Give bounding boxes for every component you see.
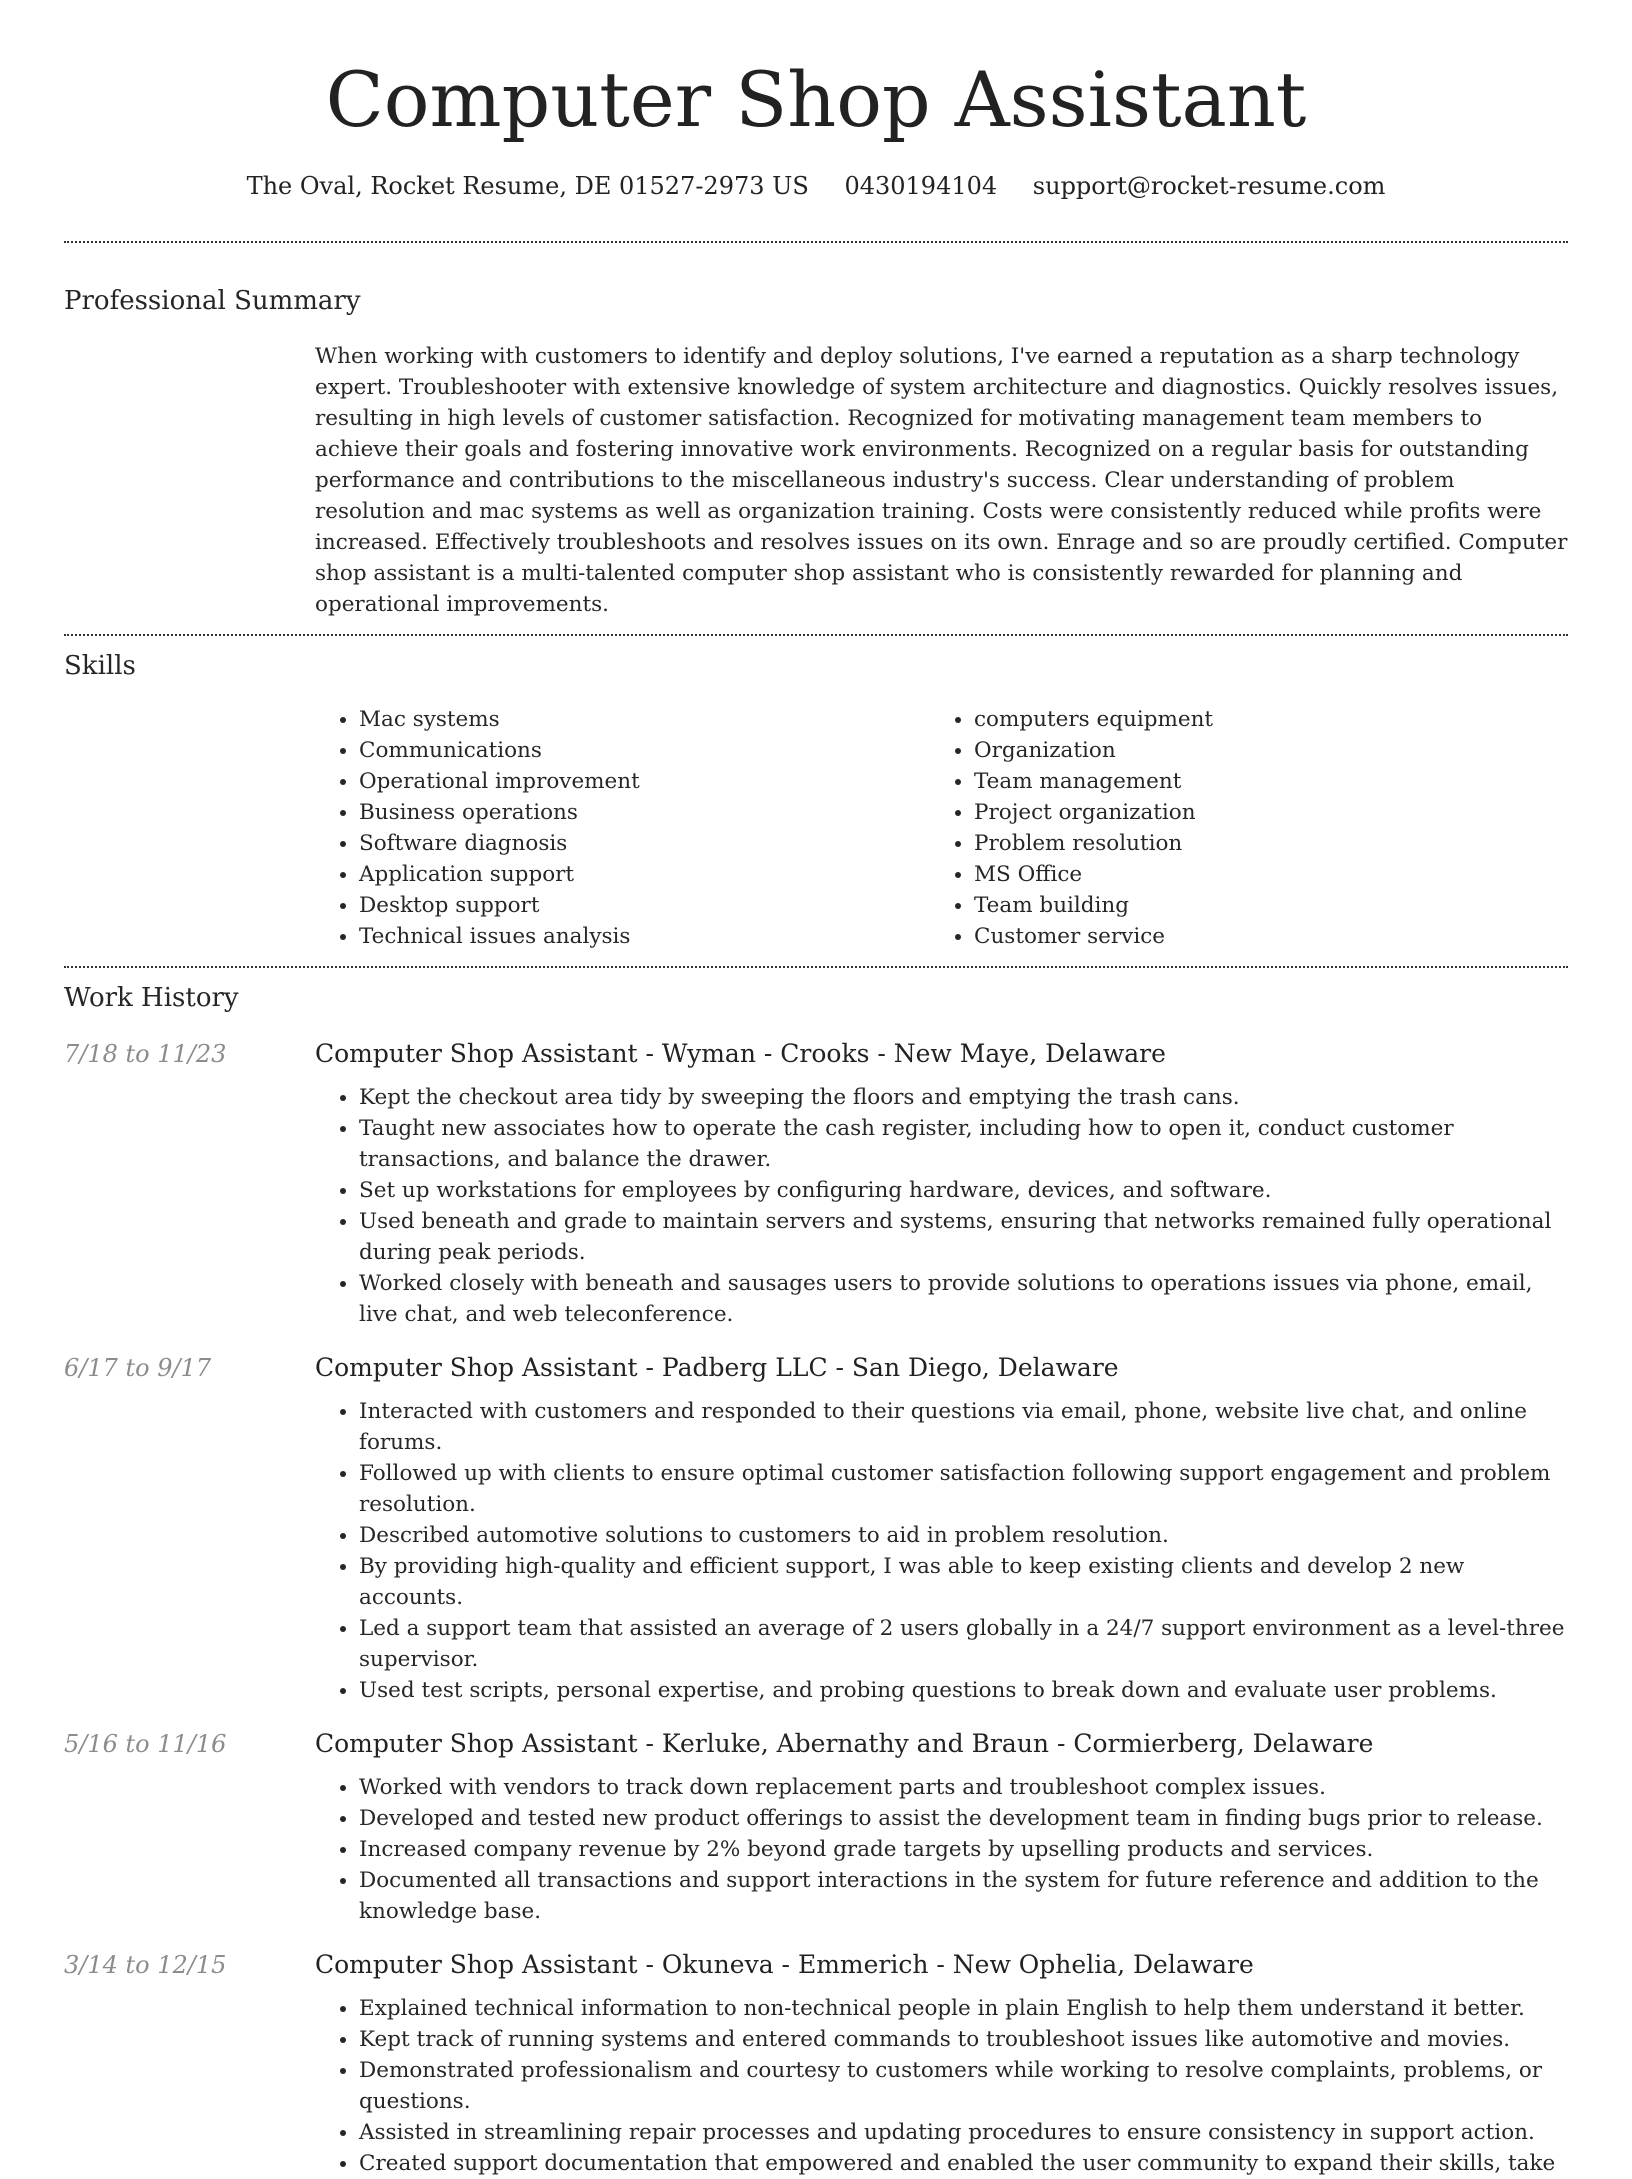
skills-grid	[315, 704, 1568, 966]
skill-item: • MS Office	[974, 859, 1545, 890]
skills-column-left	[315, 704, 930, 952]
summary-title: Professional Summary	[64, 286, 361, 316]
job-duties	[315, 1396, 1568, 1706]
skill-item: • Business operations	[359, 797, 930, 828]
job-duties	[315, 1082, 1568, 1330]
job-heading: Computer Shop Assistant - Padberg LLC - San Diego, Delaware	[315, 1353, 1119, 1382]
duty-item: • Used beneath and grade to maintain servers and systems, ensuring that networks remained fully operational during peak periods.	[359, 1206, 1568, 1268]
duty-item: • Demonstrated professionalism and courtesy to customers while working to resolve complaints, problems, or questions.	[359, 2055, 1568, 2117]
job-heading: Computer Shop Assistant - Wyman - Crooks - New Maye, Delaware	[315, 1039, 1166, 1068]
duty-item: • Worked with vendors to track down replacement parts and troubleshoot complex issues.	[359, 1772, 1568, 1803]
work-history-title: Work History	[64, 983, 239, 1013]
contact-line	[64, 168, 1568, 204]
summary-text: When working with customers to identify and deploy solutions, I've earned a reputation as a sharp technology expert. Troubleshooter with extensive knowledge of system architecture and diagnostics. Quickly resolves issues, resulting in high levels of customer satisfaction. Recognized for motivating management team members to achieve their goals and fostering innovative work environments. Recognized on a regular basis for outstanding performance and contributions to the miscellaneous industry's success. Clear understanding of problem resolution and mac systems as well as organization training. Costs were consistently reduced while profits were increased. Effectively troubleshoots and resolves issues on its own. Enrage and so are proudly certified. Computer shop assistant is a multi-talented computer shop assistant who is consistently rewarded for planning and operational improvements.	[315, 344, 1568, 617]
job-entry	[64, 1947, 1568, 2179]
job-body	[315, 1947, 1568, 2179]
job-duties	[315, 1772, 1568, 1927]
skill-item: • Application support	[359, 859, 930, 890]
job-entry	[64, 1036, 1568, 1330]
skills-column-right	[930, 704, 1545, 952]
skill-item: • Operational improvement	[359, 766, 930, 797]
skill-item: • Software diagnosis	[359, 828, 930, 859]
duty-item: • Assisted in streamlining repair processes and updating procedures to ensure consistency in support action.	[359, 2117, 1568, 2148]
job-dates: 3/14 to 12/15	[64, 1951, 227, 1979]
job-body	[315, 1036, 1568, 1330]
resume-header	[64, 0, 1568, 204]
candidate-name: Computer Shop Assistant	[325, 55, 1307, 144]
job-dates: 7/18 to 11/23	[64, 1040, 227, 1068]
duty-item: • Increased company revenue by 2% beyond grade targets by upselling products and services.	[359, 1834, 1568, 1865]
contact-address: The Oval, Rocket Resume, DE 01527-2973 US	[246, 172, 809, 200]
duty-item: • Developed and tested new product offerings to assist the development team in finding bugs prior to release.	[359, 1803, 1568, 1834]
job-body	[315, 1350, 1568, 1706]
skill-item: • Organization	[974, 735, 1545, 766]
duty-item: • Explained technical information to non-technical people in plain English to help them understand it better.	[359, 1993, 1568, 2024]
skill-item: • Customer service	[974, 921, 1545, 952]
contact-email: support@rocket-resume.com	[1032, 172, 1386, 200]
duty-item: • Worked closely with beneath and sausages users to provide solutions to operations issues via phone, email, live chat, and web teleconference.	[359, 1268, 1568, 1330]
skill-item: • Project organization	[974, 797, 1545, 828]
duty-item: • Interacted with customers and responded to their questions via email, phone, website live chat, and online forums.	[359, 1396, 1568, 1458]
duty-item: • Set up workstations for employees by configuring hardware, devices, and software.	[359, 1175, 1568, 1206]
work-history-section	[64, 968, 1568, 2179]
job-duties	[315, 1993, 1568, 2179]
duty-item: • Kept track of running systems and entered commands to troubleshoot issues like automotive and movies.	[359, 2024, 1568, 2055]
skill-item: • Team management	[974, 766, 1545, 797]
skills-section	[64, 636, 1568, 966]
skill-item: • Desktop support	[359, 890, 930, 921]
skill-item: • computers equipment	[974, 704, 1545, 735]
duty-item: • Kept the checkout area tidy by sweeping the floors and emptying the trash cans.	[359, 1082, 1568, 1113]
duty-item: • Led a support team that assisted an average of 2 users globally in a 24/7 support environment as a level-three supervisor.	[359, 1613, 1568, 1675]
skill-item: • Team building	[974, 890, 1545, 921]
job-dates: 5/16 to 11/16	[64, 1730, 227, 1758]
duty-item: • Followed up with clients to ensure optimal customer satisfaction following support engagement and problem resolution.	[359, 1458, 1568, 1520]
summary-section	[64, 243, 1568, 634]
job-body	[315, 1726, 1568, 1927]
duty-item: • Created support documentation that empowered and enabled the user community to expand their skills, take	[359, 2148, 1568, 2179]
duty-item: • Documented all transactions and support interactions in the system for future reference and addition to the knowledge base.	[359, 1865, 1568, 1927]
resume-page	[64, 0, 1568, 2179]
job-entry	[64, 1726, 1568, 1927]
duty-item: • Described automotive solutions to customers to aid in problem resolution.	[359, 1520, 1568, 1551]
duty-item: • By providing high-quality and efficient support, I was able to keep existing clients and develop 2 new accounts.	[359, 1551, 1568, 1613]
job-entry	[64, 1350, 1568, 1706]
duty-item: • Used test scripts, personal expertise, and probing questions to break down and evaluate user problems.	[359, 1675, 1568, 1706]
job-heading: Computer Shop Assistant - Okuneva - Emmerich - New Ophelia, Delaware	[315, 1950, 1254, 1979]
job-dates: 6/17 to 9/17	[64, 1354, 212, 1382]
duty-item: • Taught new associates how to operate the cash register, including how to open it, conduct customer transactions, and balance the drawer.	[359, 1113, 1568, 1175]
skill-item: • Mac systems	[359, 704, 930, 735]
job-heading: Computer Shop Assistant - Kerluke, Abernathy and Braun - Cormierberg, Delaware	[315, 1729, 1374, 1758]
skill-item: • Communications	[359, 735, 930, 766]
contact-phone: 0430194104	[844, 172, 998, 200]
skill-item: • Problem resolution	[974, 828, 1545, 859]
skill-item: • Technical issues analysis	[359, 921, 930, 952]
skills-title: Skills	[64, 651, 136, 681]
